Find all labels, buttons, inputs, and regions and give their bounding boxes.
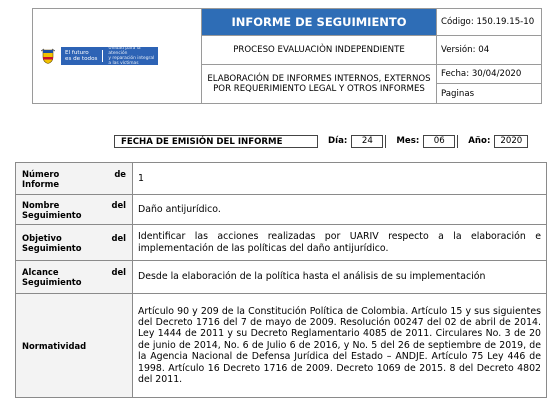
agency-line-3: a las víctimas [108,61,139,66]
scope-value: Desde la elaboración de la política hasta el análisis de su implementación [133,261,547,294]
table-row-name [16,195,547,225]
label-word: Número [22,168,60,179]
label-word: Objetivo [22,232,62,243]
government-badge [61,47,158,65]
report-name-value: Daño antijurídico. [133,195,547,225]
label-word: Nombre [22,199,60,210]
day-value: 24 [351,135,383,148]
table-row-objective [16,225,547,261]
agency-name [108,46,154,66]
label-word: del [111,199,126,210]
document-code: Código: 150.19.15-10 [437,9,542,36]
report-info-table [15,162,547,398]
objective-label [16,225,133,261]
logo [33,47,201,65]
document-header [32,8,542,104]
document-date: Fecha: 30/04/2020 [437,64,542,84]
table-row-number [16,163,547,195]
month-value: 06 [423,135,455,148]
label-word: de [114,168,126,179]
document-title: INFORME DE SEGUIMIENTO [202,9,437,36]
slogan-line-1: El futuro [65,50,89,56]
process-name: PROCESO EVALUACIÒN INDEPENDIENTE [202,35,437,64]
label-word: Alcance [22,267,59,277]
report-number-label [16,163,133,195]
month-label: Mes: [385,135,423,148]
table-row-regulations [16,294,547,398]
colombia-coat-of-arms-icon [41,48,55,64]
procedure-name: ELABORACIÓN DE INFORMES INTERNOS, EXTERNOS POR REQUERIMIENTO LEGAL Y OTROS INFORMES [202,64,437,103]
label-word: Informe [22,178,60,189]
year-label: Año: [457,135,494,148]
report-number-value: 1 [133,163,547,195]
issue-date-label: FECHA DE EMISIÓN DEL INFORME [114,135,317,148]
year-value: 2020 [494,135,528,148]
day-label: Día: [317,135,351,148]
table-row-scope [16,261,547,294]
slogan-line-2: es de todos [65,56,98,62]
report-name-label [16,195,133,225]
objective-value: Identificar las acciones realizadas por UARIV respecto a la elaboración e implementación de las políticas del daño antijurídico. [133,225,547,261]
document-version: Versión: 04 [437,35,542,64]
label-word: Seguimiento [22,209,82,220]
label-word: del [111,232,126,243]
regulations-value: Artículo 90 y 209 de la Constitución Política de Colombia. Artículo 15 y sus siguientes del Decreto 1716 del 7 de mayo de 2009. Resolución 00247 del 02 de abril de 2014. Ley 1444 de 2011 y su Decreto Reglamentario 4085 de 2011. Circulares No. 3 de 20 de junio de 2014, No. 6 de Julio 6 de 2016, y No. 5 del 26 de septiembre de 2019, de la Agencia Nacional de Defensa Jurídica del Estado – ANDJE. Artículo 75 Ley 446 de 1998. Artículo 16 Decreto 1716 de 2009. Decreto 1069 de 2015. 8 del Decreto 4802 del 2011. [133,294,547,398]
label-word: Seguimiento [22,277,82,287]
issue-date-bar [114,135,528,148]
logo-cell [33,9,202,104]
agency-line-2: y reparación integral [108,56,155,61]
document-pages: Paginas [437,84,542,104]
badge-separator [102,50,103,62]
scope-label [16,261,133,294]
label-word: del [111,267,126,277]
regulations-label: Normatividad [16,294,133,398]
label-word: Seguimiento [22,242,82,253]
agency-line-1: Unidad para la atención [108,46,141,56]
